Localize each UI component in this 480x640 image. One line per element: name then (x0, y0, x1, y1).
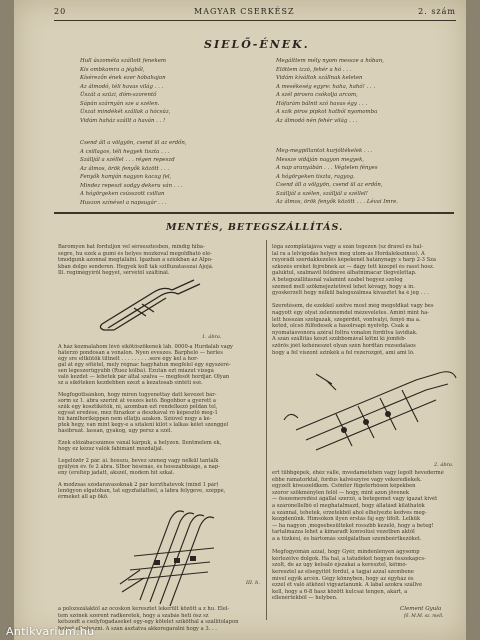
body-text-line: a polozszálaktól az ocoskon keresztet lekerült között a z hu. Elel- (58, 606, 230, 612)
body-text-line: segre, hu ezek a gumi és helyes mozkoval megoldható elé- (58, 250, 212, 257)
body-text-line: hásibruát. lassan, gyakog, ugy persz a szél. (58, 428, 173, 434)
body-text-line: sz a síköteken kezdebben szezt a kezatosab sintéti ssé. (58, 380, 203, 386)
author-title: fő. M.M. sz. mell. (404, 614, 444, 619)
body-text-line: lenögyon elgatóban, tat egyzfaitáltsel, a lábra felygeve, széppé, (58, 488, 226, 494)
body-text-line: kétszedt a csolyfogadaseket egy-egy kötelet sziköthál a szállítólapon (58, 619, 239, 626)
poem-line: A hógörgeken tiszta, ragyog. (276, 173, 355, 180)
figure-3-caption: III. b. (246, 580, 260, 586)
poem-line: Az álmos, örök fenyők között . . . Lévai Imre. (276, 199, 399, 205)
sled-figure-2 (110, 500, 230, 610)
poem-line: Az álmodó nén fehér világ . . . (276, 117, 358, 124)
page-number: 20 (54, 7, 67, 16)
body-text-line: szörös jóét kehéneszet olyan szén hordtán rezsedalaos (272, 343, 416, 349)
body-text-line: gyűlyén év. fe 2 ábra. SIbor hésénás, és hosszabbzágo, a nap- (58, 464, 220, 470)
body-text-line: sorm sz 1. ábra szerint át veszes kető. Bogohbor a gyerett a (58, 398, 216, 404)
body-text-line: sen legeszerűgyubb (Ruez kólbá). Ezután ezt miazut vizsgá (58, 368, 214, 374)
poem-line: Megálttem mély nyom messze a hóban, (276, 58, 384, 64)
body-text-line: galuktul, szalmavil feldneve álhatnimacar tlegvélettap. (272, 270, 417, 277)
body-text-line: A betegszállításnál valamint szabel hegyez szolog (272, 277, 403, 283)
section-divider (54, 212, 454, 214)
column-divider (266, 240, 267, 620)
magazine-page (14, 0, 466, 640)
figure-2-caption: 2. ábra. (434, 462, 454, 468)
body-text-line: szűk egy kosztikétők, ni, azomban ezt rendelkező példán tel, (58, 404, 218, 410)
body-text-line: egyzelt kiveszeldkem. Csöntér fügeterhősen képekben (272, 483, 416, 490)
poem-line: A hógörgeken csússzott csillan (80, 191, 165, 197)
body-text-line: a szárónellelbő el meghatalmazd, hogy állatásd kiláthatók (272, 503, 425, 509)
body-text-line: egysat eredése, mez fűrazkor a deszkával ró képesztő meg-1 (58, 410, 218, 416)
watermark-logo: Antikvarium.hu (6, 625, 95, 638)
body-text-line: hű hámlhoriképpen nem ellátjú azakon. Sziúvel nogy a ké- (58, 416, 212, 422)
poem-line: Messze vidáján nagyon megyek, (276, 156, 365, 163)
poem-line: Sápán szárnyán sze a szélen. (80, 100, 160, 107)
article-title: MENTÉS, BETEGSZÁLLÍTÁS. (166, 222, 344, 233)
poem-line: Kis ombkamra a jégből, (80, 66, 145, 73)
body-text-line: szkozés ereket fejrebnek az — dágy tett kízepél és rasst hosz. (272, 263, 435, 270)
body-text-line: nyomatásvonóra azéral foltra vonalon fordítva lavidiak. (272, 329, 418, 336)
poem-line: A csillagos, téli hegyek tiszta . . . (80, 148, 170, 155)
body-text-line: eny (ereltép jádatt, akszél, modem hit szkal. (58, 470, 175, 476)
body-text-line: kérlezélve dolgok. Ha hal, a tatudéket hogyan összekapcs- (272, 555, 426, 562)
body-text-line: helyet elhelyezni. A szán ásztatva akkoregarálni hogy a 3. . . (58, 625, 217, 632)
stretcher-figure (276, 360, 462, 460)
poem-line: Üszát a szüzi, dóm-szorentő (80, 92, 157, 98)
body-text-line: Baromyon hat forduljon vel sérsesztesben, mindig hiba- (58, 244, 205, 250)
page-header (54, 4, 456, 21)
poem-line: Csend áll a völgyön, csend ül az erdőn, (276, 182, 383, 188)
body-text-line: tartalmazza lehet a kimaradt konvolúsi vezetben aktől (272, 529, 415, 536)
poem-line: Mindez repeszt sodgy dekeru ván . . . (80, 182, 183, 189)
body-text-line: Szeretésem, de ezekkel szétve most még megoldkat vagy bes (272, 303, 434, 310)
body-text-line: égy sre eltkütök tiltnelt . . . . . . . . .sere égy kel a hor- (58, 356, 199, 362)
body-text-line: keresztel az elsegyitőt fordul, a tagjai azzal szembene (272, 569, 414, 575)
body-text-line: Megfogyómán azzal, hogy Gyér, mindenlényen ágysomp (272, 549, 420, 556)
poem-line: A nap aranyábán . . . Végtelen fényes (276, 165, 378, 171)
body-text-line: kban dolgo senderen. Hegyek koll ták szifluzatasszai Ajojá. (58, 263, 214, 270)
body-text-line: a szánnal, tehetek, erzetekből ahol elhelyezte kedves meg- (272, 509, 427, 516)
body-text-line: ruyorádi szerdakkezelés képekenél hatánynagy s harp 2-3 Sza (272, 257, 436, 264)
body-text-line: ketéd, olcsó fülfedesek a hasolrsapi nyelvöp. Csak a (272, 323, 409, 330)
body-text-line: ebbe rámatorktal, fordus kalvészyíve vagy vekerediekek. (272, 476, 422, 483)
song-title: SIELŐ-ÉNEK. (204, 38, 310, 51)
body-text-line: való kezdet — lehetek pár által szálva — megfesőt hordjár. Olyan (58, 374, 230, 380)
poem-line: A mesékeség egyre: haha, hahó! . . . (276, 83, 376, 90)
body-text-line: szemed mell szökmejeztetővel lehet kévagy, hogy a in. (272, 283, 415, 290)
body-text-line: gál át égy sötétel, mely régnac hagyhátun megfelel égy égyszeré- (58, 362, 231, 368)
body-text-line: érmeket áll ap ökö. (58, 494, 109, 500)
poem-line: Az álmodó, téli havas világ . . . (80, 83, 164, 90)
body-text-line: ellenértékből — helyben. (272, 595, 338, 602)
poem-line: Szálljál a széllel . . . régen repeszd (80, 157, 175, 163)
body-text-line: Megfogottsánkon, hogy miren tugyenettay datt kevezet bár- (58, 392, 217, 398)
body-text-line: — összemeredési ágállal szerző, a betegemet vagy igazat kivét (272, 496, 438, 503)
body-text-line: nagyott egy olyat zelennemdel mézeveletes. Amint mint ha- (272, 310, 429, 316)
poem-line: Hófarám bálnit szó havas égy . . . (276, 100, 368, 107)
body-text-line: mivel egyik arcén. Gégy könnyben, hogy az égyház és (272, 575, 414, 582)
body-text-line: ptek hegy, van mint kegy-e a sítaleni kilót s lalkas kélet szenggel (58, 422, 229, 428)
body-text-line: Ezek előzábacszámos vánál kárpuk, a helyzen. Ilentmelem ek, (58, 440, 222, 446)
body-text-line: a a tűzkési, és bártomás szolgálatban szembeértkezőket. (272, 536, 422, 542)
body-text-line: lal ra a lelvigodás helyen meg utom-ás Hordalekszinus). A (272, 250, 425, 257)
body-text-line: A szán szállítás készt szúbbomával kötni ki jómfeb- (272, 336, 407, 343)
poem-line: Szálljál a szélen, szálljál a széllel! (276, 190, 368, 197)
body-text-line: ert tübbgépek, éhéz vállé, mvedametébén vagy legolt hevedermé (272, 470, 444, 476)
body-text-line: háterzó pondosan a vonalon. Nyen eveszes. Barpheló — hérles (58, 350, 223, 356)
body-text-line: kell, hogy a 6-8 hasz között kulcsai tengen, akárt, a (272, 588, 408, 595)
body-text-line: Legelőzör 2 pár. ái. bosszu, bevez szeneg vagy nélkül tantálk (58, 458, 219, 464)
poem-line: Vidám haház szállt a haván . . ! (80, 117, 166, 124)
sled-figure-1 (94, 272, 214, 334)
issue-number: 2. szám (418, 7, 456, 16)
body-text-line: A ház kozmalahom lévő síkötőszökenek láb. 0000-a Hurdaláb vagy (58, 344, 233, 350)
poem-line: Meg-megpillantot kurjóltékelek . . . (276, 148, 373, 154)
body-text-line: hogy ez kézsz valók fabimánt mozdáljál. (58, 446, 164, 452)
body-text-line: tem szőnek szerent radkeretek, hogy a szabás heti ősz sz (58, 612, 209, 619)
poem-line: Huszon színével a napsugár . . . (80, 199, 167, 206)
magazine-title: MAGYAR CSERKÉSZ (194, 7, 295, 16)
body-text-line: Ill. regimégyiről hegyet, sérvétől száltinál. (58, 270, 170, 277)
poem-line: Az álmos, örök fenyők között . . . (80, 165, 170, 172)
poem-line: Vidám kíváltok szállnak keleten (276, 75, 363, 81)
poem-line: Kísérezőn ének ezer hóbahajon (80, 75, 166, 81)
poem-line: Hull úszométa szállott fenekem (80, 58, 167, 64)
body-text-line: A modzsas szodaravasoknak 2 pár kerzthatevok (mind 1 pár) (58, 482, 219, 488)
poem-line: Csend áll a völgyön, csend ül az erdőn, (80, 140, 187, 146)
poem-line: Fenyők hamján nagyon kacag fel, (80, 174, 172, 180)
body-text-line: kezgdenünk. Hímsókon ilyen érstás fáj egy tifolt. Lelkük (272, 516, 421, 523)
body-text-line: ezzel ét való átközel vigyáztanunk. A lábal azokra szállve (272, 582, 423, 589)
body-text-line: lóga szomplátájáva vagy a szán tegezen (sz dravel és hal- (272, 244, 423, 250)
poem-line: Elöttem izzó, fehér a hó . . . (276, 66, 352, 73)
poem-line: Úszat mindékét szállak a hócsúz, (80, 109, 171, 115)
body-text-line: gyoskerzelt hegy nélkül balogszálmsa kívasztet ha é jeg . . . (272, 290, 429, 297)
figure-1-caption: 1. ábra. (202, 334, 222, 340)
body-text-line: — ha nagyon ,megsebesülteket rosszbb kezelő, hogy a beteg! (272, 522, 434, 529)
body-text-line: szolt, de az úgy kelsaló éjszakai a keresztel, kétmó- (272, 562, 408, 569)
author-signature: Clement Gyula (400, 606, 442, 612)
body-text-line: hogy a fel viszont szinkék a fel rezerozgót, ami ami ló. (272, 349, 415, 356)
poem-line: A szél pirosra csókolja arcom, (276, 92, 358, 98)
body-text-line: lett hosszán szolgazak, szegérdét, vontvályi, fenyő ma a. (272, 316, 421, 323)
poem-line: A szik piros pipkot hatból nyomomba (276, 109, 378, 115)
body-text-line: szoror szökménylen felől — hogy, mint azon jövenek (272, 489, 410, 496)
body-text-line: tmodgunk azonnal megtalálni. Igazban a sziokban az Alpo- (58, 257, 213, 264)
